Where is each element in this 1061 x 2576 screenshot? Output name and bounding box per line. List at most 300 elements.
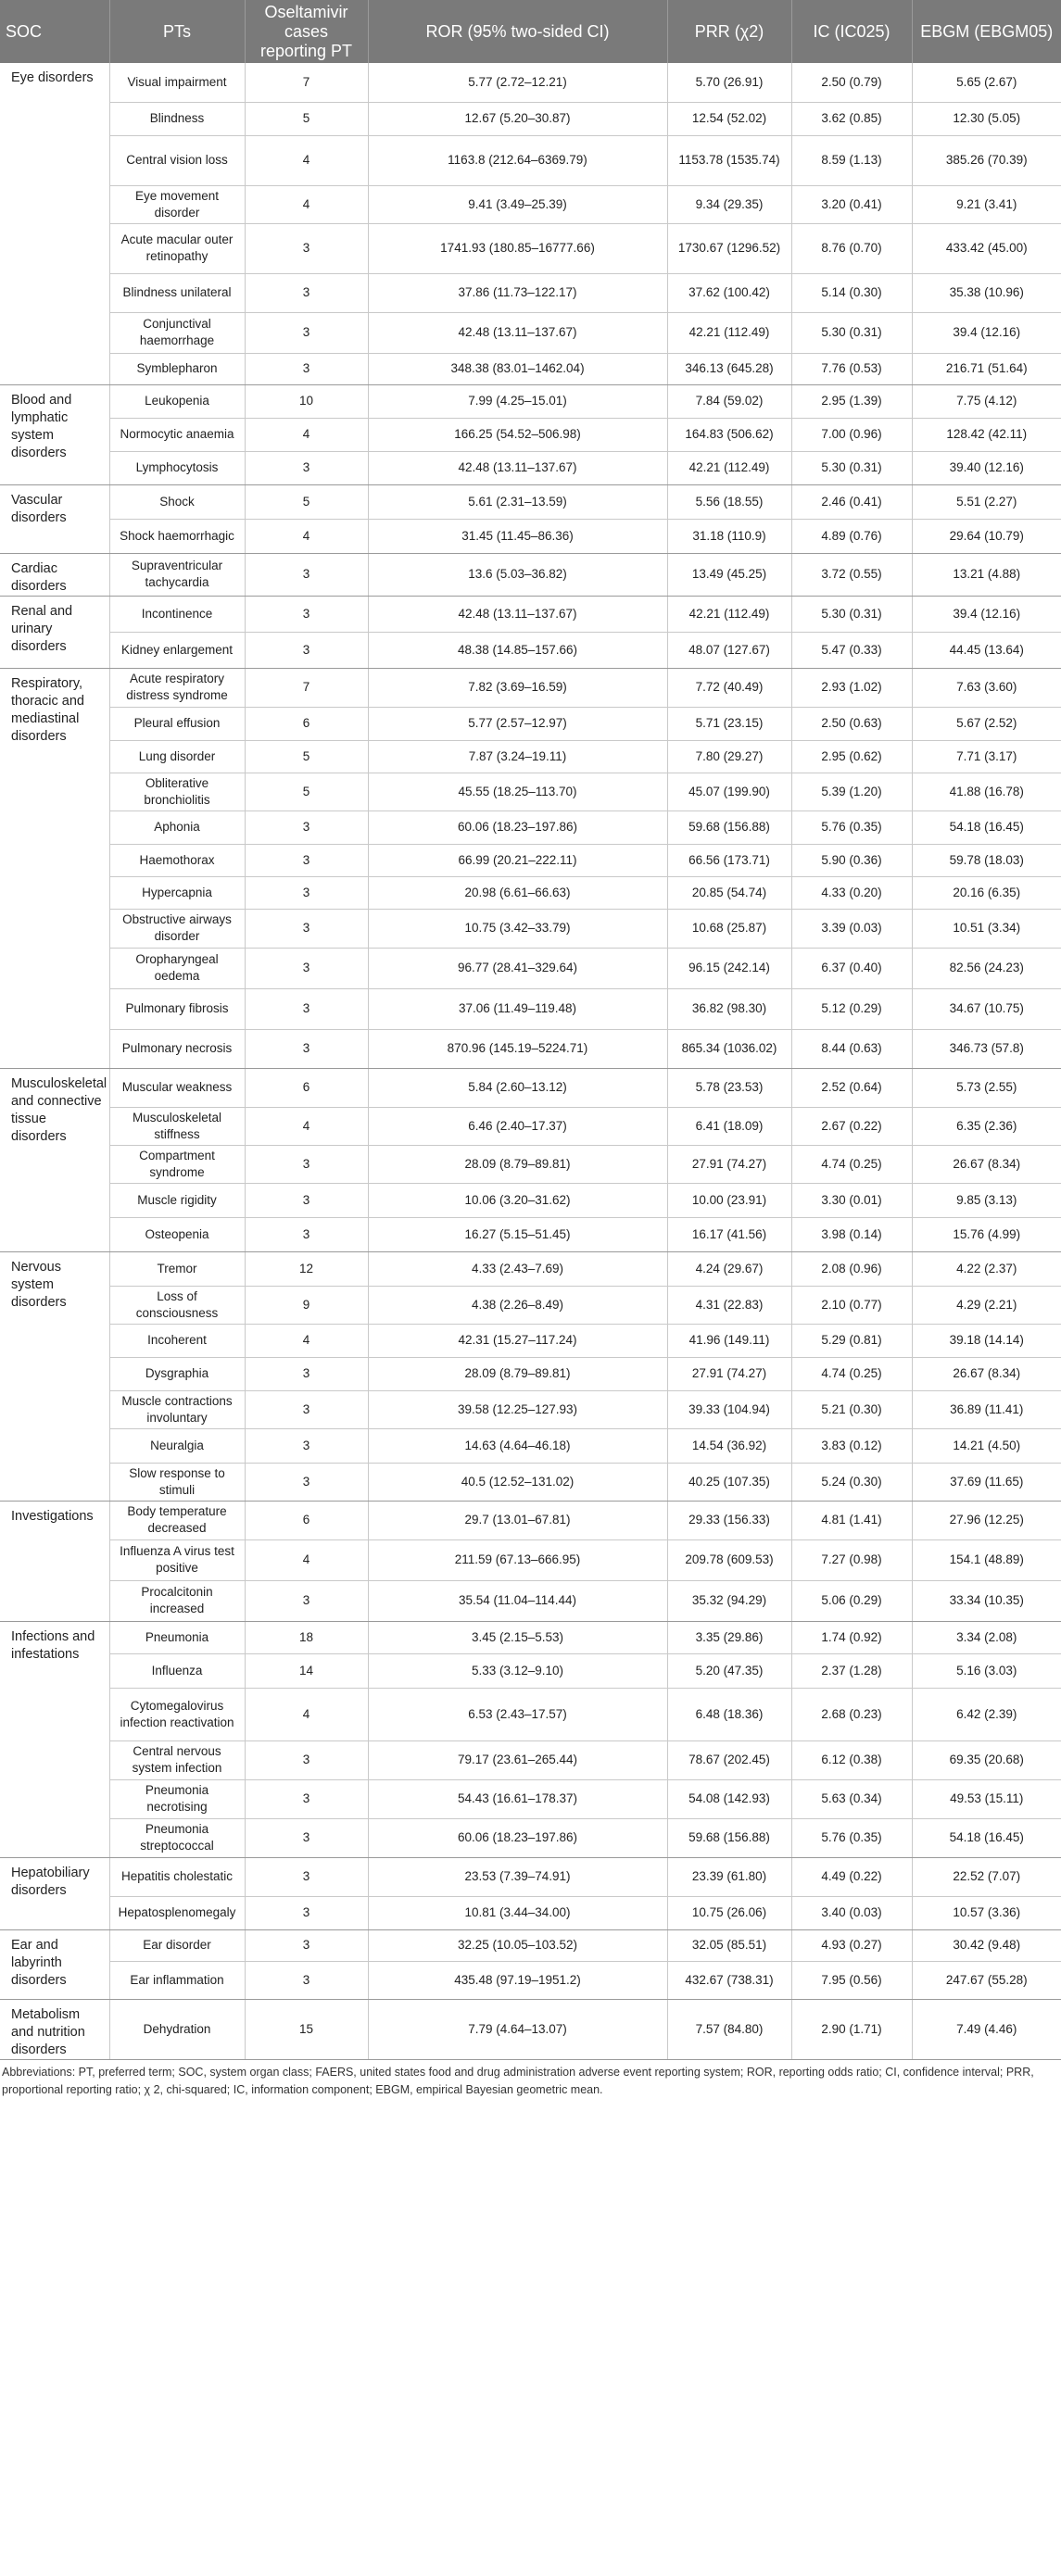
cases-cell: 3	[245, 876, 368, 909]
cases-cell: 5	[245, 484, 368, 519]
ebgm-cell: 5.16 (3.03)	[912, 1653, 1061, 1688]
pt-cell: Hypercapnia	[109, 876, 245, 909]
cases-cell: 3	[245, 223, 368, 273]
header-ebgm: EBGM (EBGM05)	[912, 0, 1061, 63]
table-row	[0, 1857, 1061, 1896]
ror-cell: 211.59 (67.13–666.95)	[368, 1539, 667, 1580]
ror-cell: 9.41 (3.49–25.39)	[368, 185, 667, 223]
ror-cell: 10.75 (3.42–33.79)	[368, 909, 667, 948]
pt-cell: Osteopenia	[109, 1217, 245, 1251]
table-row	[0, 1653, 1061, 1688]
prr-cell: 10.00 (23.91)	[667, 1183, 791, 1217]
table-row	[0, 1999, 1061, 2059]
table-row	[0, 1501, 1061, 1539]
soc-cell: Metabolism and nutrition disorders	[0, 1999, 109, 2059]
ebgm-cell: 26.67 (8.34)	[912, 1357, 1061, 1390]
pt-cell: Loss of consciousness	[109, 1286, 245, 1324]
cases-cell: 3	[245, 1183, 368, 1217]
ebgm-cell: 54.18 (16.45)	[912, 810, 1061, 844]
pt-cell: Influenza	[109, 1653, 245, 1688]
ror-cell: 32.25 (10.05–103.52)	[368, 1929, 667, 1961]
ic-cell: 3.39 (0.03)	[791, 909, 912, 948]
pt-cell: Cytomegalovirus infection reactivation	[109, 1688, 245, 1740]
pt-cell: Compartment syndrome	[109, 1145, 245, 1183]
prr-cell: 48.07 (127.67)	[667, 632, 791, 668]
ic-cell: 2.50 (0.63)	[791, 707, 912, 740]
ror-cell: 6.46 (2.40–17.37)	[368, 1107, 667, 1145]
ic-cell: 2.68 (0.23)	[791, 1688, 912, 1740]
soc-cell: Cardiac disorders	[0, 553, 109, 596]
cases-cell: 10	[245, 384, 368, 418]
ebgm-cell: 37.69 (11.65)	[912, 1463, 1061, 1501]
ic-cell: 2.50 (0.79)	[791, 63, 912, 102]
pt-cell: Obliterative bronchiolitis	[109, 773, 245, 810]
ror-cell: 96.77 (28.41–329.64)	[368, 948, 667, 988]
ror-cell: 348.38 (83.01–1462.04)	[368, 353, 667, 384]
cases-cell: 4	[245, 418, 368, 451]
ebgm-cell: 5.51 (2.27)	[912, 484, 1061, 519]
cases-cell: 3	[245, 632, 368, 668]
prr-cell: 36.82 (98.30)	[667, 988, 791, 1029]
ror-cell: 42.31 (15.27–117.24)	[368, 1324, 667, 1357]
table-row	[0, 844, 1061, 876]
table-row	[0, 1688, 1061, 1740]
prr-cell: 1730.67 (1296.52)	[667, 223, 791, 273]
prr-cell: 39.33 (104.94)	[667, 1390, 791, 1428]
cases-cell: 3	[245, 1390, 368, 1428]
ebgm-cell: 4.22 (2.37)	[912, 1251, 1061, 1286]
prr-cell: 6.41 (18.09)	[667, 1107, 791, 1145]
ror-cell: 42.48 (13.11–137.67)	[368, 312, 667, 353]
cases-cell: 18	[245, 1621, 368, 1653]
ror-cell: 79.17 (23.61–265.44)	[368, 1740, 667, 1779]
prr-cell: 78.67 (202.45)	[667, 1740, 791, 1779]
cases-cell: 3	[245, 596, 368, 632]
ebgm-cell: 59.78 (18.03)	[912, 844, 1061, 876]
table-row	[0, 632, 1061, 668]
ebgm-cell: 3.34 (2.08)	[912, 1621, 1061, 1653]
header-ic: IC (IC025)	[791, 0, 912, 63]
ebgm-cell: 44.45 (13.64)	[912, 632, 1061, 668]
ic-cell: 3.98 (0.14)	[791, 1217, 912, 1251]
ebgm-cell: 10.57 (3.36)	[912, 1896, 1061, 1929]
table-row	[0, 1779, 1061, 1818]
ebgm-cell: 5.65 (2.67)	[912, 63, 1061, 102]
pt-cell: Pulmonary necrosis	[109, 1029, 245, 1068]
soc-cell: Ear and labyrinth disorders	[0, 1929, 109, 1999]
cases-cell: 3	[245, 451, 368, 484]
ic-cell: 2.10 (0.77)	[791, 1286, 912, 1324]
pt-cell: Procalcitonin increased	[109, 1580, 245, 1621]
table-row	[0, 1961, 1061, 1999]
table-row	[0, 773, 1061, 810]
table-row	[0, 1621, 1061, 1653]
cases-cell: 3	[245, 1857, 368, 1896]
prr-cell: 10.68 (25.87)	[667, 909, 791, 948]
ror-cell: 4.38 (2.26–8.49)	[368, 1286, 667, 1324]
pt-cell: Haemothorax	[109, 844, 245, 876]
ebgm-cell: 27.96 (12.25)	[912, 1501, 1061, 1539]
cases-cell: 6	[245, 707, 368, 740]
ic-cell: 8.76 (0.70)	[791, 223, 912, 273]
prr-cell: 5.56 (18.55)	[667, 484, 791, 519]
table-row	[0, 1183, 1061, 1217]
table-row	[0, 519, 1061, 553]
table-body	[0, 63, 1061, 2059]
pt-cell: Eye movement disorder	[109, 185, 245, 223]
prr-cell: 41.96 (149.11)	[667, 1324, 791, 1357]
table-row	[0, 1107, 1061, 1145]
header-prr: PRR (χ2)	[667, 0, 791, 63]
ebgm-cell: 7.49 (4.46)	[912, 1999, 1061, 2059]
table-row	[0, 273, 1061, 312]
ic-cell: 6.12 (0.38)	[791, 1740, 912, 1779]
pt-cell: Muscle contractions involuntary	[109, 1390, 245, 1428]
pt-cell: Acute macular outer retinopathy	[109, 223, 245, 273]
ror-cell: 435.48 (97.19–1951.2)	[368, 1961, 667, 1999]
cases-cell: 7	[245, 668, 368, 707]
pt-cell: Hepatitis cholestatic	[109, 1857, 245, 1896]
prr-cell: 7.80 (29.27)	[667, 740, 791, 773]
header-soc: SOC	[0, 0, 109, 63]
prr-cell: 9.34 (29.35)	[667, 185, 791, 223]
ic-cell: 4.49 (0.22)	[791, 1857, 912, 1896]
table-row	[0, 988, 1061, 1029]
header-cases: Oseltamivir cases reporting PT	[245, 0, 368, 63]
pt-cell: Symblepharon	[109, 353, 245, 384]
ror-cell: 6.53 (2.43–17.57)	[368, 1688, 667, 1740]
ror-cell: 5.77 (2.57–12.97)	[368, 707, 667, 740]
soc-cell: Nervous system disorders	[0, 1251, 109, 1501]
prr-cell: 42.21 (112.49)	[667, 312, 791, 353]
cases-cell: 3	[245, 844, 368, 876]
ic-cell: 3.40 (0.03)	[791, 1896, 912, 1929]
cases-cell: 9	[245, 1286, 368, 1324]
ebgm-cell: 29.64 (10.79)	[912, 519, 1061, 553]
prr-cell: 59.68 (156.88)	[667, 810, 791, 844]
cases-cell: 3	[245, 353, 368, 384]
ror-cell: 10.81 (3.44–34.00)	[368, 1896, 667, 1929]
table-row	[0, 1145, 1061, 1183]
pt-cell: Hepatosplenomegaly	[109, 1896, 245, 1929]
ror-cell: 40.5 (12.52–131.02)	[368, 1463, 667, 1501]
ebgm-cell: 69.35 (20.68)	[912, 1740, 1061, 1779]
table-row	[0, 451, 1061, 484]
ror-cell: 1163.8 (212.64–6369.79)	[368, 135, 667, 185]
ebgm-cell: 5.73 (2.55)	[912, 1068, 1061, 1107]
prr-cell: 31.18 (110.9)	[667, 519, 791, 553]
table-row	[0, 1251, 1061, 1286]
pt-cell: Supraventricular tachycardia	[109, 553, 245, 596]
table-row	[0, 596, 1061, 632]
pt-cell: Leukopenia	[109, 384, 245, 418]
prr-cell: 27.91 (74.27)	[667, 1357, 791, 1390]
cases-cell: 14	[245, 1653, 368, 1688]
ror-cell: 166.25 (54.52–506.98)	[368, 418, 667, 451]
soc-cell: Eye disorders	[0, 63, 109, 384]
ic-cell: 4.74 (0.25)	[791, 1357, 912, 1390]
pt-cell: Muscular weakness	[109, 1068, 245, 1107]
table-row	[0, 484, 1061, 519]
table-row	[0, 1324, 1061, 1357]
ebgm-cell: 7.71 (3.17)	[912, 740, 1061, 773]
ror-cell: 54.43 (16.61–178.37)	[368, 1779, 667, 1818]
table-row	[0, 1286, 1061, 1324]
table-row	[0, 553, 1061, 596]
prr-cell: 13.49 (45.25)	[667, 553, 791, 596]
table-row	[0, 1217, 1061, 1251]
pt-cell: Acute respiratory distress syndrome	[109, 668, 245, 707]
table-row	[0, 810, 1061, 844]
ror-cell: 5.33 (3.12–9.10)	[368, 1653, 667, 1688]
ebgm-cell: 433.42 (45.00)	[912, 223, 1061, 273]
prr-cell: 35.32 (94.29)	[667, 1580, 791, 1621]
ic-cell: 3.20 (0.41)	[791, 185, 912, 223]
cases-cell: 3	[245, 1029, 368, 1068]
ic-cell: 7.76 (0.53)	[791, 353, 912, 384]
ic-cell: 7.00 (0.96)	[791, 418, 912, 451]
table-row	[0, 102, 1061, 135]
ror-cell: 37.06 (11.49–119.48)	[368, 988, 667, 1029]
cases-cell: 4	[245, 135, 368, 185]
cases-cell: 7	[245, 63, 368, 102]
ror-cell: 1741.93 (180.85–16777.66)	[368, 223, 667, 273]
ic-cell: 7.95 (0.56)	[791, 1961, 912, 1999]
pt-cell: Musculoskeletal stiffness	[109, 1107, 245, 1145]
ror-cell: 7.82 (3.69–16.59)	[368, 668, 667, 707]
table-header	[0, 0, 1061, 63]
ror-cell: 5.61 (2.31–13.59)	[368, 484, 667, 519]
cases-cell: 3	[245, 273, 368, 312]
table-row	[0, 1390, 1061, 1428]
prr-cell: 5.71 (23.15)	[667, 707, 791, 740]
pt-cell: Tremor	[109, 1251, 245, 1286]
table-row	[0, 1463, 1061, 1501]
cases-cell: 3	[245, 1929, 368, 1961]
pt-cell: Dehydration	[109, 1999, 245, 2059]
cases-cell: 3	[245, 1580, 368, 1621]
table-row	[0, 223, 1061, 273]
cases-cell: 3	[245, 988, 368, 1029]
prr-cell: 4.31 (22.83)	[667, 1286, 791, 1324]
pt-cell: Pneumonia necrotising	[109, 1779, 245, 1818]
ror-cell: 10.06 (3.20–31.62)	[368, 1183, 667, 1217]
ic-cell: 6.37 (0.40)	[791, 948, 912, 988]
ror-cell: 7.79 (4.64–13.07)	[368, 1999, 667, 2059]
ic-cell: 5.29 (0.81)	[791, 1324, 912, 1357]
ebgm-cell: 7.63 (3.60)	[912, 668, 1061, 707]
cases-cell: 4	[245, 1539, 368, 1580]
ebgm-cell: 4.29 (2.21)	[912, 1286, 1061, 1324]
soc-cell: Respiratory, thoracic and mediastinal disorders	[0, 668, 109, 1068]
pt-cell: Pleural effusion	[109, 707, 245, 740]
pt-cell: Blindness	[109, 102, 245, 135]
ic-cell: 5.30 (0.31)	[791, 312, 912, 353]
ebgm-cell: 54.18 (16.45)	[912, 1818, 1061, 1857]
ic-cell: 5.90 (0.36)	[791, 844, 912, 876]
ic-cell: 8.44 (0.63)	[791, 1029, 912, 1068]
cases-cell: 3	[245, 553, 368, 596]
prr-cell: 27.91 (74.27)	[667, 1145, 791, 1183]
table-row	[0, 1740, 1061, 1779]
soc-cell: Infections and infestations	[0, 1621, 109, 1857]
prr-cell: 12.54 (52.02)	[667, 102, 791, 135]
ebgm-cell: 14.21 (4.50)	[912, 1428, 1061, 1463]
cases-cell: 4	[245, 1107, 368, 1145]
ebgm-cell: 35.38 (10.96)	[912, 273, 1061, 312]
ic-cell: 5.76 (0.35)	[791, 1818, 912, 1857]
ebgm-cell: 154.1 (48.89)	[912, 1539, 1061, 1580]
ic-cell: 5.30 (0.31)	[791, 596, 912, 632]
prr-cell: 3.35 (29.86)	[667, 1621, 791, 1653]
ror-cell: 35.54 (11.04–114.44)	[368, 1580, 667, 1621]
ebgm-cell: 13.21 (4.88)	[912, 553, 1061, 596]
ic-cell: 3.30 (0.01)	[791, 1183, 912, 1217]
cases-cell: 5	[245, 102, 368, 135]
prr-cell: 865.34 (1036.02)	[667, 1029, 791, 1068]
ror-cell: 42.48 (13.11–137.67)	[368, 596, 667, 632]
ic-cell: 5.21 (0.30)	[791, 1390, 912, 1428]
table-row	[0, 1068, 1061, 1107]
cases-cell: 3	[245, 1357, 368, 1390]
pt-cell: Pneumonia	[109, 1621, 245, 1653]
ic-cell: 4.33 (0.20)	[791, 876, 912, 909]
ebgm-cell: 5.67 (2.52)	[912, 707, 1061, 740]
table-row	[0, 1580, 1061, 1621]
pt-cell: Ear inflammation	[109, 1961, 245, 1999]
prr-cell: 40.25 (107.35)	[667, 1463, 791, 1501]
ror-cell: 28.09 (8.79–89.81)	[368, 1145, 667, 1183]
ebgm-cell: 9.21 (3.41)	[912, 185, 1061, 223]
ic-cell: 3.72 (0.55)	[791, 553, 912, 596]
cases-cell: 3	[245, 1961, 368, 1999]
ebgm-cell: 41.88 (16.78)	[912, 773, 1061, 810]
pt-cell: Oropharyngeal oedema	[109, 948, 245, 988]
table-row	[0, 876, 1061, 909]
ror-cell: 7.99 (4.25–15.01)	[368, 384, 667, 418]
cases-cell: 3	[245, 1818, 368, 1857]
prr-cell: 66.56 (173.71)	[667, 844, 791, 876]
ror-cell: 31.45 (11.45–86.36)	[368, 519, 667, 553]
ic-cell: 2.90 (1.71)	[791, 1999, 912, 2059]
cases-cell: 3	[245, 1463, 368, 1501]
prr-cell: 23.39 (61.80)	[667, 1857, 791, 1896]
ror-cell: 48.38 (14.85–157.66)	[368, 632, 667, 668]
ebgm-cell: 39.4 (12.16)	[912, 596, 1061, 632]
ic-cell: 5.39 (1.20)	[791, 773, 912, 810]
ror-cell: 60.06 (18.23–197.86)	[368, 1818, 667, 1857]
ebgm-cell: 36.89 (11.41)	[912, 1390, 1061, 1428]
prr-cell: 6.48 (18.36)	[667, 1688, 791, 1740]
prr-cell: 10.75 (26.06)	[667, 1896, 791, 1929]
cases-cell: 3	[245, 810, 368, 844]
cases-cell: 5	[245, 773, 368, 810]
prr-cell: 14.54 (36.92)	[667, 1428, 791, 1463]
prr-cell: 16.17 (41.56)	[667, 1217, 791, 1251]
prr-cell: 42.21 (112.49)	[667, 596, 791, 632]
ic-cell: 5.47 (0.33)	[791, 632, 912, 668]
prr-cell: 5.78 (23.53)	[667, 1068, 791, 1107]
cases-cell: 6	[245, 1501, 368, 1539]
ic-cell: 7.27 (0.98)	[791, 1539, 912, 1580]
table-row	[0, 135, 1061, 185]
ebgm-cell: 10.51 (3.34)	[912, 909, 1061, 948]
ror-cell: 5.77 (2.72–12.21)	[368, 63, 667, 102]
pt-cell: Kidney enlargement	[109, 632, 245, 668]
ebgm-cell: 9.85 (3.13)	[912, 1183, 1061, 1217]
cases-cell: 4	[245, 1324, 368, 1357]
prr-cell: 432.67 (738.31)	[667, 1961, 791, 1999]
prr-cell: 7.57 (84.80)	[667, 1999, 791, 2059]
ic-cell: 2.95 (1.39)	[791, 384, 912, 418]
table-row	[0, 1029, 1061, 1068]
table-row	[0, 1929, 1061, 1961]
ic-cell: 5.63 (0.34)	[791, 1779, 912, 1818]
ror-cell: 42.48 (13.11–137.67)	[368, 451, 667, 484]
pt-cell: Body temperature decreased	[109, 1501, 245, 1539]
ic-cell: 5.24 (0.30)	[791, 1463, 912, 1501]
ebgm-cell: 6.35 (2.36)	[912, 1107, 1061, 1145]
pt-cell: Central vision loss	[109, 135, 245, 185]
soc-cell: Investigations	[0, 1501, 109, 1621]
ic-cell: 2.08 (0.96)	[791, 1251, 912, 1286]
ic-cell: 4.74 (0.25)	[791, 1145, 912, 1183]
cases-cell: 3	[245, 1779, 368, 1818]
ebgm-cell: 33.34 (10.35)	[912, 1580, 1061, 1621]
pt-cell: Lymphocytosis	[109, 451, 245, 484]
soc-cell: Hepatobiliary disorders	[0, 1857, 109, 1929]
ic-cell: 5.76 (0.35)	[791, 810, 912, 844]
soc-cell: Blood and lymphatic system disorders	[0, 384, 109, 484]
ror-cell: 3.45 (2.15–5.53)	[368, 1621, 667, 1653]
ror-cell: 28.09 (8.79–89.81)	[368, 1357, 667, 1390]
cases-cell: 6	[245, 1068, 368, 1107]
pt-cell: Central nervous system infection	[109, 1740, 245, 1779]
ror-cell: 29.7 (13.01–67.81)	[368, 1501, 667, 1539]
ror-cell: 39.58 (12.25–127.93)	[368, 1390, 667, 1428]
ic-cell: 2.37 (1.28)	[791, 1653, 912, 1688]
ror-cell: 13.6 (5.03–36.82)	[368, 553, 667, 596]
ebgm-cell: 15.76 (4.99)	[912, 1217, 1061, 1251]
table-row	[0, 909, 1061, 948]
ror-cell: 7.87 (3.24–19.11)	[368, 740, 667, 773]
cases-cell: 3	[245, 1428, 368, 1463]
table-footnote: Abbreviations: PT, preferred term; SOC, system organ class; FAERS, united states food and drug administration adverse event reporting system; ROR, reporting odds ratio; CI, confidence interval; PRR, proportional reporting ratio; χ 2, chi-squared; IC, information component; EBGM, empirical Bayesian geometric mean.	[0, 2059, 1061, 2099]
table-row	[0, 1539, 1061, 1580]
pt-cell: Blindness unilateral	[109, 273, 245, 312]
ic-cell: 2.93 (1.02)	[791, 668, 912, 707]
ebgm-cell: 12.30 (5.05)	[912, 102, 1061, 135]
ebgm-cell: 385.26 (70.39)	[912, 135, 1061, 185]
ic-cell: 5.12 (0.29)	[791, 988, 912, 1029]
soc-cell: Vascular disorders	[0, 484, 109, 553]
prr-cell: 346.13 (645.28)	[667, 353, 791, 384]
prr-cell: 45.07 (199.90)	[667, 773, 791, 810]
pt-cell: Shock haemorrhagic	[109, 519, 245, 553]
pt-cell: Lung disorder	[109, 740, 245, 773]
ic-cell: 4.93 (0.27)	[791, 1929, 912, 1961]
pt-cell: Pulmonary fibrosis	[109, 988, 245, 1029]
prr-cell: 29.33 (156.33)	[667, 1501, 791, 1539]
table-row	[0, 707, 1061, 740]
prr-cell: 54.08 (142.93)	[667, 1779, 791, 1818]
ic-cell: 5.06 (0.29)	[791, 1580, 912, 1621]
ror-cell: 870.96 (145.19–5224.71)	[368, 1029, 667, 1068]
ebgm-cell: 39.4 (12.16)	[912, 312, 1061, 353]
ebgm-cell: 7.75 (4.12)	[912, 384, 1061, 418]
pt-cell: Ear disorder	[109, 1929, 245, 1961]
ebgm-cell: 216.71 (51.64)	[912, 353, 1061, 384]
